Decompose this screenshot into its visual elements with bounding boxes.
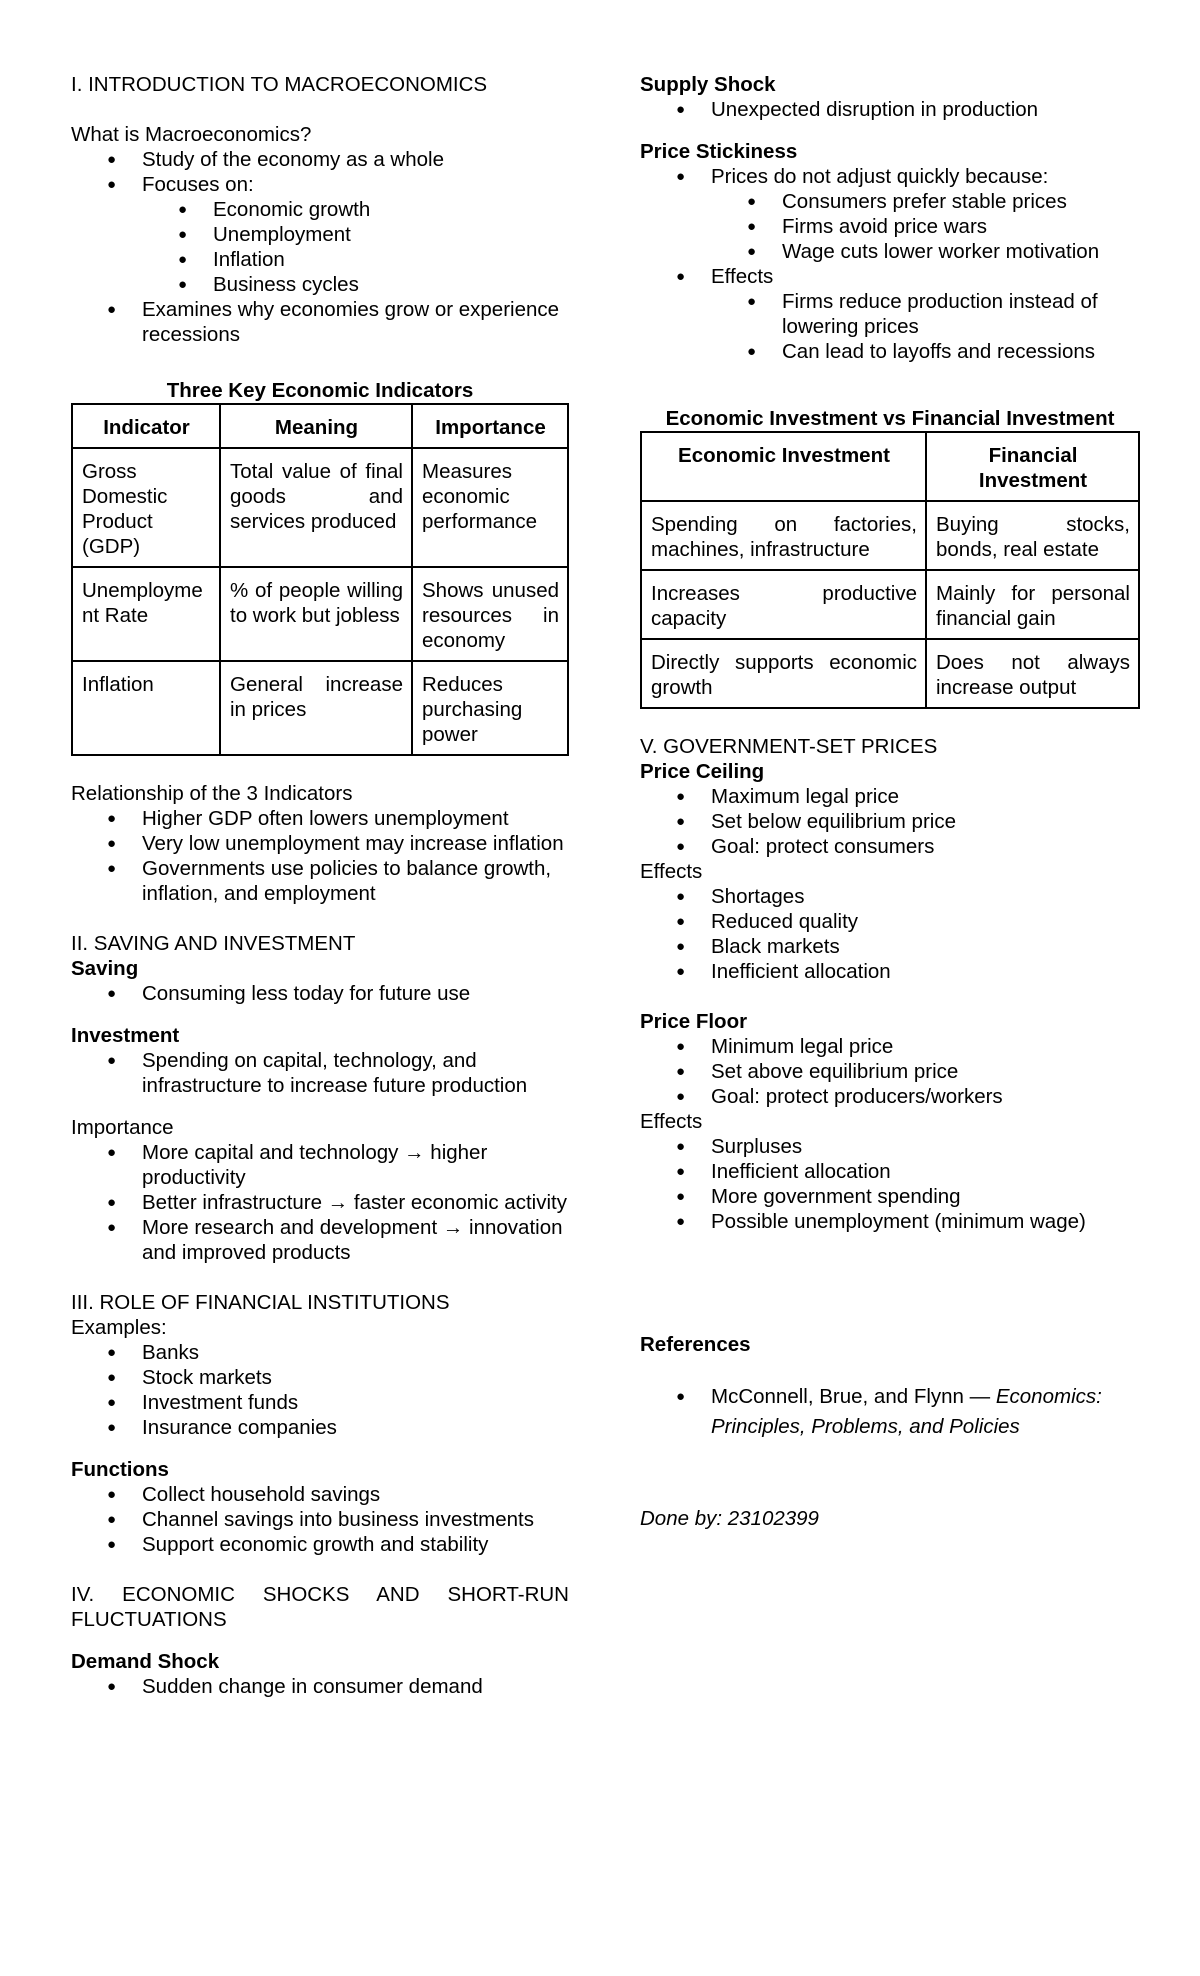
intro-question: What is Macroeconomics? <box>71 123 312 146</box>
section-heading-gov: V. GOVERNMENT-SET PRICES <box>640 735 938 758</box>
list-item: ● Wage cuts lower worker motivation <box>640 239 1140 264</box>
reference-book-title: Economics: Principles, Problems, and Policies <box>711 1385 1102 1438</box>
list-item: ● Sudden change in consumer demand <box>71 1674 569 1699</box>
table-row <box>641 639 1139 708</box>
list-item: ● Investment funds <box>71 1390 569 1415</box>
list-item: ● Inefficient allocation <box>640 959 1140 984</box>
table-cell: % of people willing to work but jobless <box>220 567 412 661</box>
focus-sublist <box>71 197 569 297</box>
section-heading-financial: III. ROLE OF FINANCIAL INSTITUTIONS <box>71 1291 450 1314</box>
stickiness-list <box>640 164 1140 189</box>
list-item: ● Banks <box>71 1340 569 1365</box>
table-row <box>72 448 568 567</box>
table-cell: Measures economic performance <box>412 448 568 567</box>
list-item: ● Minimum legal price <box>640 1034 1140 1059</box>
list-item: ● Maximum legal price <box>640 784 1140 809</box>
functions-title: Functions <box>71 1458 169 1481</box>
list-item: ● Spending on capital, technology, and infrastructure to increase future production <box>71 1048 569 1098</box>
list-item: ● Governments use policies to balance growth, inflation, and employment <box>71 856 569 906</box>
list-item: ● Goal: protect consumers <box>640 834 1140 859</box>
table-header: Meaning <box>220 404 412 448</box>
list-item: ● Reduced quality <box>640 909 1140 934</box>
section-heading-saving: II. SAVING AND INVESTMENT <box>71 932 356 955</box>
invest-table <box>640 431 1140 709</box>
list-item: ● Unemployment <box>71 222 569 247</box>
table-header: Economic Investment <box>641 432 926 501</box>
list-item: ● Support economic growth and stability <box>71 1532 569 1557</box>
list-item: ● Consumers prefer stable prices <box>640 189 1140 214</box>
done-by: Done by: 23102399 <box>640 1507 819 1530</box>
examples-title: Examples: <box>71 1316 167 1339</box>
price-stickiness-title: Price Stickiness <box>640 140 798 163</box>
table-cell: Does not always increase output <box>926 639 1139 708</box>
floor-effects-list <box>640 1134 1140 1234</box>
investment-title: Investment <box>71 1024 180 1047</box>
indicators-table <box>71 403 569 756</box>
floor-effects-title: Effects <box>640 1110 703 1133</box>
table-row <box>641 570 1139 639</box>
list-item: ● Effects <box>640 264 1140 289</box>
list-item: ● Business cycles <box>71 272 569 297</box>
table-row <box>72 661 568 755</box>
table-cell: Shows unused resources in economy <box>412 567 568 661</box>
list-item: ● Prices do not adjust quickly because: <box>640 164 1140 189</box>
list-item: ● More research and development → innovation and improved products <box>71 1215 569 1265</box>
ceiling-list <box>640 784 1140 859</box>
list-item: ● Can lead to layoffs and recessions <box>640 339 1140 364</box>
list-item: ● Set below equilibrium price <box>640 809 1140 834</box>
list-item: ● Stock markets <box>71 1365 569 1390</box>
list-item: ● Goal: protect producers/workers <box>640 1084 1140 1109</box>
table-cell: Gross Domestic Product (GDP) <box>72 448 220 567</box>
table-header: Indicator <box>72 404 220 448</box>
price-floor-title: Price Floor <box>640 1010 748 1033</box>
price-ceiling-title: Price Ceiling <box>640 760 765 783</box>
references-list <box>640 1382 1140 1442</box>
table-cell: Spending on factories, machines, infrastructure <box>641 501 926 570</box>
table-cell: Unemployment Rate <box>72 567 220 661</box>
list-item: ● Consuming less today for future use <box>71 981 569 1006</box>
intro-list-cont <box>71 297 569 347</box>
table-cell: Buying stocks, bonds, real estate <box>926 501 1139 570</box>
table-row <box>641 501 1139 570</box>
reference-authors: McConnell, Brue, and Flynn — <box>711 1385 996 1408</box>
list-item: ● Firms reduce production instead of lowering prices <box>640 289 1140 339</box>
stickiness-effects-sublist <box>640 289 1140 364</box>
list-item: ● Inflation <box>71 247 569 272</box>
list-item: ● Firms avoid price wars <box>640 214 1140 239</box>
list-item: ● Collect household savings <box>71 1482 569 1507</box>
functions-list <box>71 1482 569 1557</box>
table-cell: Mainly for personal financial gain <box>926 570 1139 639</box>
list-item: ● Economic growth <box>71 197 569 222</box>
list-item: ● More government spending <box>640 1184 1140 1209</box>
list-item: ● Unexpected disruption in production <box>640 97 1140 122</box>
table-cell: Inflation <box>72 661 220 755</box>
list-item: ● Shortages <box>640 884 1140 909</box>
floor-list <box>640 1034 1140 1109</box>
investment-list <box>71 1048 569 1098</box>
list-item: ● Higher GDP often lowers unemployment <box>71 806 569 831</box>
importance-title: Importance <box>71 1116 174 1139</box>
list-item: ● More capital and technology → higher productivity <box>71 1140 569 1190</box>
list-item: ● Inefficient allocation <box>640 1159 1140 1184</box>
intro-list <box>71 147 569 197</box>
ceiling-effects-list <box>640 884 1140 984</box>
table-cell: General increase in prices <box>220 661 412 755</box>
table-cell: Directly supports economic growth <box>641 639 926 708</box>
table-cell: Total value of final goods and services produced <box>220 448 412 567</box>
ceiling-effects-title: Effects <box>640 860 703 883</box>
table-cell: Reduces purchasing power <box>412 661 568 755</box>
references-title: References <box>640 1333 751 1356</box>
stickiness-reasons-sublist <box>640 189 1140 264</box>
examples-list <box>71 1340 569 1440</box>
right-column <box>640 72 1140 1531</box>
demand-shock-title: Demand Shock <box>71 1650 220 1673</box>
list-item: ● Set above equilibrium price <box>640 1059 1140 1084</box>
supply-shock-list <box>640 97 1140 122</box>
list-item: ● Focuses on: <box>71 172 569 197</box>
list-item: ● Better infrastructure → faster economic activity <box>71 1190 569 1215</box>
relationship-list <box>71 806 569 906</box>
importance-list <box>71 1140 569 1265</box>
table-header-row <box>641 432 1139 501</box>
list-item: ● Surpluses <box>640 1134 1140 1159</box>
stickiness-list-cont <box>640 264 1140 289</box>
saving-list <box>71 981 569 1006</box>
table-header: Importance <box>412 404 568 448</box>
list-item: ● Examines why economies grow or experience recessions <box>71 297 569 347</box>
table-header: Financial Investment <box>926 432 1139 501</box>
table-row <box>72 567 568 661</box>
table-cell: Increases productive capacity <box>641 570 926 639</box>
list-item: ● Study of the economy as a whole <box>71 147 569 172</box>
demand-shock-list <box>71 1674 569 1699</box>
indicators-table-title: Three Key Economic Indicators <box>166 379 474 402</box>
list-item: ● Channel savings into business investments <box>71 1507 569 1532</box>
left-column <box>71 72 569 1699</box>
saving-title: Saving <box>71 957 139 980</box>
reference-item <box>640 1382 1140 1442</box>
section-heading-intro: I. INTRODUCTION TO MACROECONOMICS <box>71 73 488 96</box>
list-item: ● Black markets <box>640 934 1140 959</box>
table-header-row <box>72 404 568 448</box>
list-item: ● Insurance companies <box>71 1415 569 1440</box>
relationship-heading: Relationship of the 3 Indicators <box>71 782 353 805</box>
list-item: ● Possible unemployment (minimum wage) <box>640 1209 1140 1234</box>
section-heading-shocks: IV. ECONOMIC SHOCKS AND SHORT-RUN FLUCTUATIONS <box>71 1583 569 1631</box>
list-item: ● Very low unemployment may increase inflation <box>71 831 569 856</box>
invest-table-title: Economic Investment vs Financial Investment <box>665 407 1115 430</box>
supply-shock-title: Supply Shock <box>640 73 776 96</box>
